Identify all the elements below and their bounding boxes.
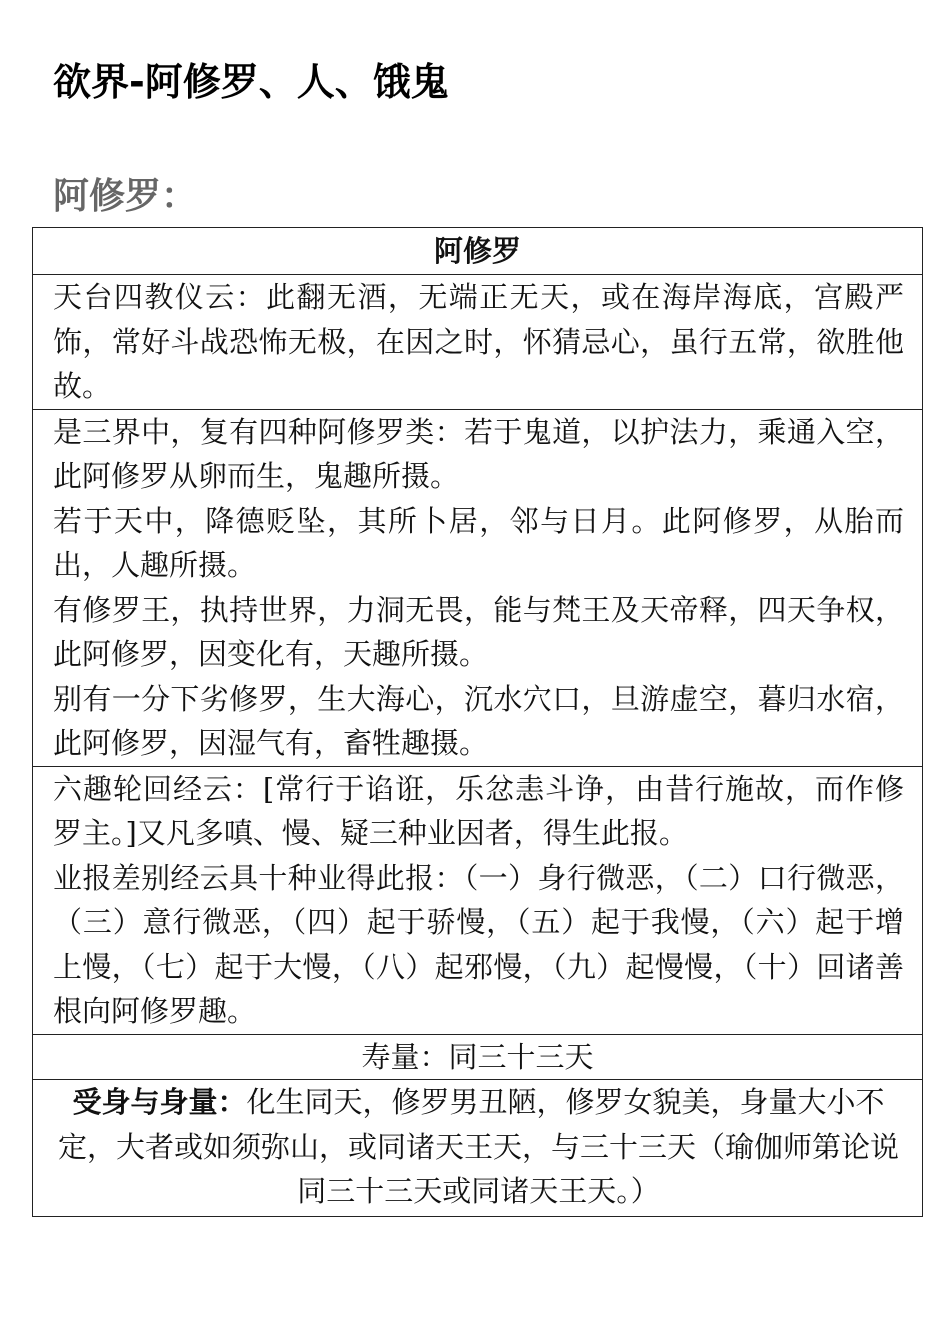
karma-causes-paragraph: 业报差别经云具十种业得此报：（一）身行微恶，（二）口行微恶，（三）意行微恶，（四）起于骄慢，（五）起于我慢，（六）起于增上慢，（七）起于大慢，（八）起邪慢，（九）起慢慢，（十）回诸善根向阿修罗趣。 — [53, 860, 904, 1028]
four-types-cell — [33, 409, 923, 766]
body-size-text: 化生同天，修罗男丑陋，修罗女貌美，身量大小不定，大者或如须弥山，或同诸天王天，与三十三天（瑜伽师第论说同三十三天或同诸天王天。） — [57, 1085, 899, 1208]
table-row — [33, 409, 923, 766]
table-header-cell: 阿修罗 — [33, 228, 923, 275]
body-size-cell — [33, 1080, 923, 1217]
table-header-row — [33, 228, 923, 275]
four-types-paragraph: 别有一分下劣修罗，生大海心，沉水穴口，旦游虚空，暮归水宿，此阿修罗，因湿气有，畜牲趣摄。 — [53, 681, 904, 760]
table-row — [33, 275, 923, 410]
karma-causes-cell — [33, 766, 923, 1034]
definition-cell — [33, 275, 923, 410]
page-title: 欲界-阿修罗、人、饿鬼 — [53, 60, 449, 104]
karma-causes-paragraph: 六趣轮回经云：[常行于谄诳，乐忿恚斗诤，由昔行施故，而作修罗主。]又凡多嗔、慢、疑三种业因者，得生此报。 — [53, 771, 904, 850]
four-types-paragraph: 是三界中，复有四种阿修罗类：若于鬼道，以护法力，乘通入空，此阿修罗从卵而生，鬼趣所摄。 — [53, 414, 904, 493]
four-types-paragraph: 若于天中，降德贬坠，其所卜居，邻与日月。此阿修罗，从胎而出，人趣所摄。 — [53, 503, 904, 582]
body-size-label: 受身与身量： — [72, 1085, 247, 1119]
table-row — [33, 1034, 923, 1080]
table-row — [33, 766, 923, 1034]
asura-info-table — [32, 227, 923, 1217]
section-heading: 阿修罗： — [53, 176, 198, 217]
four-types-paragraph: 有修罗王，执持世界，力洞无畏，能与梵王及天帝释，四天争权，此阿修罗，因变化有，天趣所摄。 — [53, 592, 904, 671]
table-row — [33, 1080, 923, 1217]
definition-text: 天台四教仪云：此翻无酒，无端正无天，或在海岸海底，宫殿严饰，常好斗战恐怖无极，在因之时，怀猜忌心，虽行五常，欲胜他故。 — [53, 280, 904, 403]
lifespan-cell: 寿量：同三十三天 — [33, 1034, 923, 1080]
